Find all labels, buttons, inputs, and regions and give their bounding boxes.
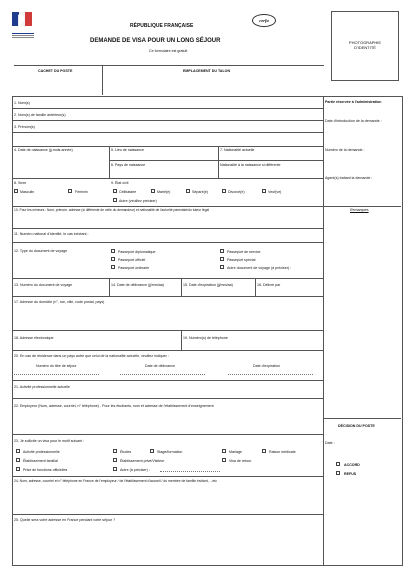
- label-passeport-special: Passeport spécial: [227, 257, 256, 262]
- field-4-date-naissance: 4. Date de naissance (jj-mois-année): [14, 148, 73, 152]
- field-19-telephone: 19. Numéro(s) de téléphone: [183, 336, 228, 340]
- label-stage: Stage/formation: [157, 449, 183, 454]
- field-6-pays-naissance: 6. Pays de naissance: [111, 163, 146, 167]
- checkbox-etudes[interactable]: [113, 449, 117, 453]
- label-passeport-diplomatique: Passeport diplomatique: [118, 249, 156, 254]
- checkbox-autre-etat[interactable]: [113, 198, 117, 202]
- photo-label: PHOTOGRAPHIE D'IDENTITÉ: [348, 40, 382, 50]
- label-celibataire: Célibataire: [119, 189, 137, 194]
- field-3-prenom: 3. Prénom(s): [14, 125, 35, 129]
- field-17-adresse: 17. Adresse du domicile (n°, rue, ville, code postal, pays): [14, 300, 105, 304]
- checkbox-etablissement-prive[interactable]: [113, 458, 117, 462]
- checkbox-accord[interactable]: [336, 462, 340, 466]
- field-7-nationalite: 7. Nationalité actuelle: [220, 148, 255, 152]
- label-activite-pro: Activité professionnelle: [23, 449, 60, 454]
- label-feminin: Féminin: [75, 189, 88, 194]
- checkbox-visa-retour[interactable]: [222, 458, 226, 462]
- field-20-residence: 20. En cas de résidence dans un pays autre que celui de la nationalité actuelle, veuillez indiquer :: [14, 354, 169, 358]
- checkbox-passeport-special[interactable]: [220, 257, 224, 261]
- field-1-nom: 1. Nom(s): [14, 101, 30, 105]
- label-masculin: Masculin: [20, 189, 35, 194]
- label-mariage: Mariage: [229, 449, 242, 454]
- form-title: DEMANDE DE VISA POUR UN LONG SÉJOUR: [90, 38, 221, 44]
- checkbox-veuf[interactable]: [262, 189, 266, 193]
- field-2-nom-anterieur: 2. Nom(s) de famille antérieur(s): [14, 113, 66, 117]
- label-accord: ACCORD: [344, 462, 360, 467]
- field-13-numero-document: 13. Numéro du document de voyage: [14, 283, 73, 287]
- field-25-adresse-france: 25. Quelle sera votre adresse en France pendant votre séjour ?: [14, 518, 116, 522]
- checkbox-marie[interactable]: [151, 189, 155, 193]
- checkbox-celibataire[interactable]: [113, 189, 117, 193]
- field-7b-nationalite-naissance: Nationalité à la naissance si différente: [220, 163, 281, 167]
- label-veuf: Veuf(ve): [268, 189, 282, 194]
- checkbox-activite-pro[interactable]: [16, 449, 20, 453]
- checkbox-etablissement-familial[interactable]: [16, 458, 20, 462]
- photo-box: [331, 11, 399, 81]
- checkbox-passeport-officiel[interactable]: [111, 257, 115, 261]
- checkbox-feminin[interactable]: [68, 189, 72, 193]
- decision-header: DÉCISION DU POSTE: [338, 424, 375, 428]
- label-passeport-ordinaire: Passeport ordinaire: [118, 265, 150, 270]
- label-etudes: Études: [120, 449, 132, 454]
- field-14-date-delivrance: 14. Date de délivrance (jj/mm/aa): [111, 283, 164, 287]
- label-marie: Marié(e): [157, 189, 171, 194]
- field-10-mineurs: 10. Pour les mineurs : Nom, prénom, adresse (si différente de celle du demandeur) et nationalité de l'autorité parentale/du tuteur légal: [14, 208, 210, 212]
- admin-column: [323, 96, 403, 566]
- field-18-email: 18. Adresse électronique: [14, 336, 54, 340]
- checkbox-fonctions-officielles[interactable]: [16, 467, 20, 471]
- label-fonctions-officielles: Prise de fonctions officielles: [23, 467, 68, 472]
- field-12-type-document: 12. Type du document de voyage: [14, 249, 68, 253]
- field-20c-date-expiration: Date d'expiration: [253, 364, 280, 368]
- label-raison-medicale: Raison médicale: [269, 449, 296, 454]
- admin-date-intro: Date d'introduction de la demande :: [325, 119, 382, 123]
- field-15-date-expiration: 15. Date d'expiration (jj/mm/aa): [183, 283, 233, 287]
- field-8-sexe: 8. Sexe: [14, 181, 27, 185]
- checkbox-separe[interactable]: [186, 189, 190, 193]
- label-autre-etat: Autre (veuillez préciser): [119, 198, 157, 203]
- field-21-activite: 21. Activité professionnelle actuelle: [14, 385, 70, 389]
- decision-date: Date :: [325, 441, 335, 445]
- admin-remarques: Remarques: [350, 208, 369, 212]
- checkbox-masculin[interactable]: [14, 189, 18, 193]
- checkbox-passeport-ordinaire[interactable]: [111, 265, 115, 269]
- field-16-delivre-par: 16. Délivré par: [257, 283, 281, 287]
- label-passeport-service: Passeport de service: [227, 249, 261, 254]
- checkbox-autre-motif[interactable]: [113, 467, 117, 471]
- label-divorce: Divorcé(e): [228, 189, 245, 194]
- marianne-logo: [12, 12, 32, 32]
- label-etablissement-familial: Établissement familial: [23, 458, 58, 463]
- field-24-contact-france: 24. Nom, adresse, courriel et n° téléphone en France de l'employeur / de l'établissement d'accueil / du membre de famille invitant, ...etc: [14, 479, 217, 483]
- field-20b-date-delivrance: Date de délivrance: [145, 364, 175, 368]
- checkbox-raison-medicale[interactable]: [262, 449, 266, 453]
- label-separe: Séparé(e): [192, 189, 208, 194]
- label-etablissement-prive: Établissement privé/Visiteur: [120, 458, 165, 463]
- admin-header: Partie réservée à l'administration: [325, 100, 382, 104]
- checkbox-refus[interactable]: [336, 471, 340, 475]
- field-23-motif: 23. Je sollicite un visa pour le motif suivant :: [14, 439, 85, 443]
- cerfa-logo: cerfa: [252, 14, 276, 27]
- checkbox-divorce[interactable]: [222, 189, 226, 193]
- form-subtitle: Ce formulaire est gratuit: [149, 49, 188, 53]
- logo-caption: [12, 33, 36, 39]
- emplacement-label: EMPLACEMENT DU TALON: [183, 69, 231, 73]
- checkbox-mariage[interactable]: [222, 449, 226, 453]
- label-autre-document: Autre document de voyage (à préciser) :: [227, 265, 292, 270]
- field-5-lieu-naissance: 5. Lieu de naissance: [111, 148, 144, 152]
- field-11-numero-identite: 11. Numéro national d'identité, le cas échéant :: [14, 232, 89, 236]
- republic-label: RÉPUBLIQUE FRANÇAISE: [130, 23, 194, 29]
- checkbox-passeport-service[interactable]: [220, 249, 224, 253]
- field-22-employeur: 22. Employeur (Nom, adresse, courriel, n° téléphone) - Pour les étudiants, nom et adresse de l'établissement d'enseignement: [14, 404, 214, 408]
- cachet-label: CACHET DU POSTE: [38, 69, 73, 73]
- label-autre-motif: Autre (à préciser) :: [120, 467, 150, 472]
- checkbox-passeport-diplomatique[interactable]: [111, 249, 115, 253]
- checkbox-stage[interactable]: [150, 449, 154, 453]
- field-20a-titre-sejour: Numéro du titre de séjour: [36, 364, 77, 368]
- label-refus: REFUS: [344, 471, 357, 476]
- admin-numero: Numéro de la demande :: [325, 148, 365, 152]
- checkbox-autre-document[interactable]: [220, 265, 224, 269]
- label-visa-retour: Visa de retour: [229, 458, 252, 463]
- admin-agent: Agent(s) traitant la demande :: [325, 176, 373, 180]
- field-9-etat-civil: 9. État civil: [111, 181, 129, 185]
- label-passeport-officiel: Passeport officiel: [118, 257, 146, 262]
